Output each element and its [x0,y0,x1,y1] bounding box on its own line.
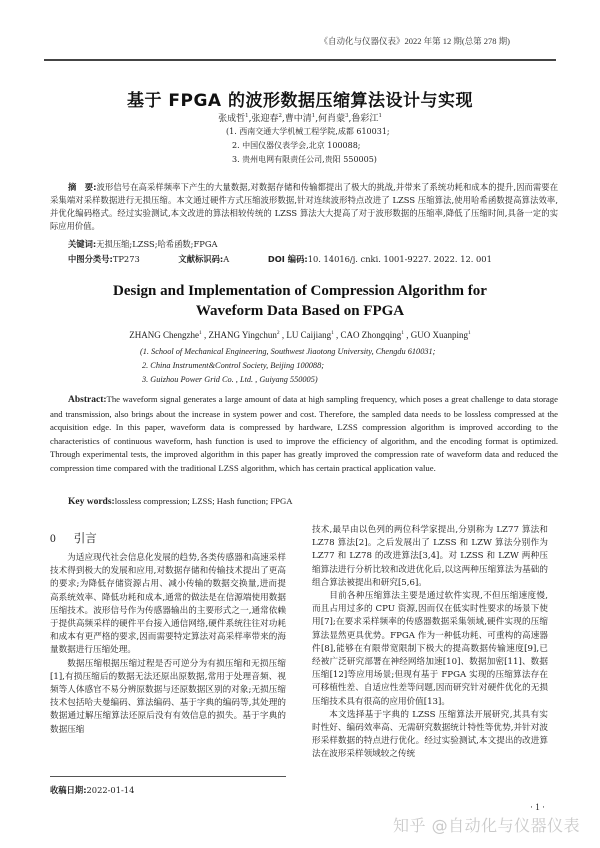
body-paragraph: 本文选择基于字典的 LZSS 压缩算法开展研究,其具有实时性好、编码效率高、无需研究数据统计特性等优势,并针对波形采样数据的特点进行优化。经过实验测试,本文提出的改进算法在波形采样领域较之传统 [312,709,548,760]
en-abstract-label: Abstract: [68,395,107,405]
cn-keywords-text: 无损压缩;LZSS;哈希函数;FPGA [96,239,218,249]
en-keywords-text: lossless compression; LZSS; Hash function; FPGA [114,496,293,506]
body-paragraph: 数据压缩根据压缩过程是否可逆分为有损压缩和无损压缩[1],有损压缩后的数据无法还原出原数据,常用于处理音频、视频等人体感官不易分辨原数据与还原数据区别的对象;无损压缩技术包括哈夫曼编码、算法编码、基于字典的编码等,其处理的数据通过解压缩算法还原后没有有效信息的损失。基于字典的数据压缩 [50,658,286,735]
cn-author: 鲁彩江$^1$ [351,113,382,124]
running-head: 《自动化与仪器仪表》2022 年第 12 期(总第 278 期) [319,36,510,46]
en-affiliation-3: 3. Guizhou Power Grid Co. , Ltd. , Guiyang 550005) [142,375,318,384]
clc-label: 中图分类号: [68,254,113,264]
received-date [50,784,134,796]
en-title-line-2: Waveform Data Based on FPGA [195,303,405,319]
received-label: 收稿日期: [50,785,87,795]
cn-author: 张成哲$^1$ [218,113,249,124]
header-rule [44,59,556,61]
doc-code-label: 文献标识码: [178,254,224,264]
doc-code-value: A [223,254,230,264]
cn-keywords-label: 关键词: [68,239,97,249]
cn-keywords [68,238,217,250]
en-abstract-text: The waveform signal generates a large amount of data at high sampling frequency, which poses a great challenge to data storage and transmission, also brings about the increase in system power and cost. Therefore, the sampled data needs to be lossless compressed at the acquisition edge. In this paper, waveform data is compressed by hardware, LZSS compression algorithm is improved according to the characteristics of continuous waveform, hash function is used to improve the efficiency of algorithm, and the encoding format is optimized. Through experimental tests, the improved algorithm in this paper has greatly improved the compression rate of waveform data and reduced the compression time compared with the traditional LZSS algorithm, which has certain practical application value. [50,394,558,473]
en-author: ZHANG Yingchun$^2$ [208,330,280,340]
section-title: 引言 [73,531,97,545]
en-author: GUO Xuanping$^1$ [410,330,471,340]
body-column-right [312,524,548,762]
cn-abstract-text: 波形信号在高采样频率下产生的大量数据,对数据存储和传输都提出了极大的挑战,并带来了系统功耗和成本的提升,因而需要在采集端对采样数据进行无损压缩。本文通过硬件方式压缩波形数据,针对连续波形特点改进了 LZSS 压缩算法,使用哈希函数提高算法效率,并优化编码格式。经过实验测试,本文改进的算法相较传统的 LZSS 算法大大提高了对于波形数据的压缩率,降低了压缩时间,具备一定的实际应用价值。 [50,182,559,231]
watermark: 知乎 @自动化与仪器仪表 [393,816,581,835]
received-value: 2022-01-14 [86,785,135,795]
clc-value: TP273 [112,254,140,264]
body-column-left [50,552,286,737]
body-paragraph: 为适应现代社会信息化发展的趋势,各类传感器和高速采样技术得到极大的发展和应用,对数据存储和传输技术提出了更高的要求;为降低存储资源占用、减小传输的数据交换量,进而提高系统效率、降低功耗和成本,通常的做法是在信源端使用数据压缩技术。波形信号作为传感器输出的主要形式之一,通常依赖于提供高频采样的硬件平台接入通信网络,硬件系统往往对功耗和成本有更严格的要求,因而需要特定算法对高采样率带来的海量数据进行压缩处理。 [50,553,286,656]
cn-author: 张迎春$^2$ [251,113,282,124]
body-paragraph: 目前各种压缩算法主要是通过软件实现,不但压缩速度慢,而且占用过多的 CPU 资源,因而仅在低实时性要求的场景下使用[7];在要求采样频率的传感器数据采集领域,硬件实现的压缩算法显然更具优势。FPGA 作为一种低功耗、可重构的高速器件[8],能够在有限带宽限制下极大的提高数据传输速度[9],已经被广泛研究部署在神经网络加速[10]、数据加密[11]、数据压缩[12]等应用场景;但现有基于 FPGA 实现的压缩算法存在可移植性差、自适应性差等问题,因而研究针对硬件优化的无损压缩技术具有很高的应用价值[13]。 [312,591,548,707]
en-authors: ZHANG Chengzhe$^1$ , ZHANG Yingchun$^2$ , LU Caijiang$^1$ , CAO Zhongqing$^1$ , GUO Xuanping$^1$ [129,330,471,340]
en-keywords [68,496,293,507]
cn-author: 何肖蒙$^3$ [318,113,349,124]
en-author: CAO Zhongqing$^1$ [340,330,404,340]
page-number: · 1 · [530,802,545,812]
cn-affiliation-3: 3. 贵州电网有限责任公司,贵阳 550005) [232,155,377,164]
cn-abstract [50,181,558,233]
en-author: ZHANG Chengzhe$^1$ [129,330,202,340]
en-title [0,281,600,321]
cn-author: 曹中清$^1$ [284,113,316,124]
body-paragraph: 技术,最早由以色列的两位科学家提出,分别称为 LZ77 算法和 LZ78 算法[2]。之后发展出了 LZSS 和 LZW 算法分别作为 LZ77 和 LZ78 的改进算法[3,4]。对 LZSS 和 LZW 两种压缩算法进行分析比较和改进优化后,以这两种压缩算法为基础的组合算法被提出和研究[5,6]。 [312,525,548,588]
classification-line [68,253,528,265]
cn-affiliation-1: (1. 西南交通大学机械工程学院,成都 610031; [226,127,390,136]
en-title-line-1: Design and Implementation of Compression Algorithm for [113,283,487,299]
en-abstract [50,393,558,475]
footnote-rule [50,776,286,777]
cn-abstract-label: 摘 要: [68,182,97,192]
en-keywords-label: Key words: [68,497,115,507]
cn-title: 基于 FPGA 的波形数据压缩算法设计与实现 [126,91,474,111]
doi-label: DOI 编码: [267,254,308,264]
section-heading [50,530,97,546]
en-author: LU Caijiang$^1$ [286,330,334,340]
section-number: 0 [50,533,56,545]
cn-authors: 张成哲$^1$,张迎春$^2$,曹中清$^1$,何肖蒙$^3$,鲁彩江$^1$ [218,113,382,124]
en-affiliation-1: (1. School of Mechanical Engineering, Southwest Jiaotong University, Chengdu 610031; [140,347,436,356]
cn-affiliation-2: 2. 中国仪器仪表学会,北京 100088; [232,141,361,150]
en-affiliation-2: 2. China Instrument&Control Society, Beijing 100088; [142,361,324,370]
doi-value: 10. 14016/j. cnki. 1001-9227. 2022. 12. 001 [307,254,492,264]
